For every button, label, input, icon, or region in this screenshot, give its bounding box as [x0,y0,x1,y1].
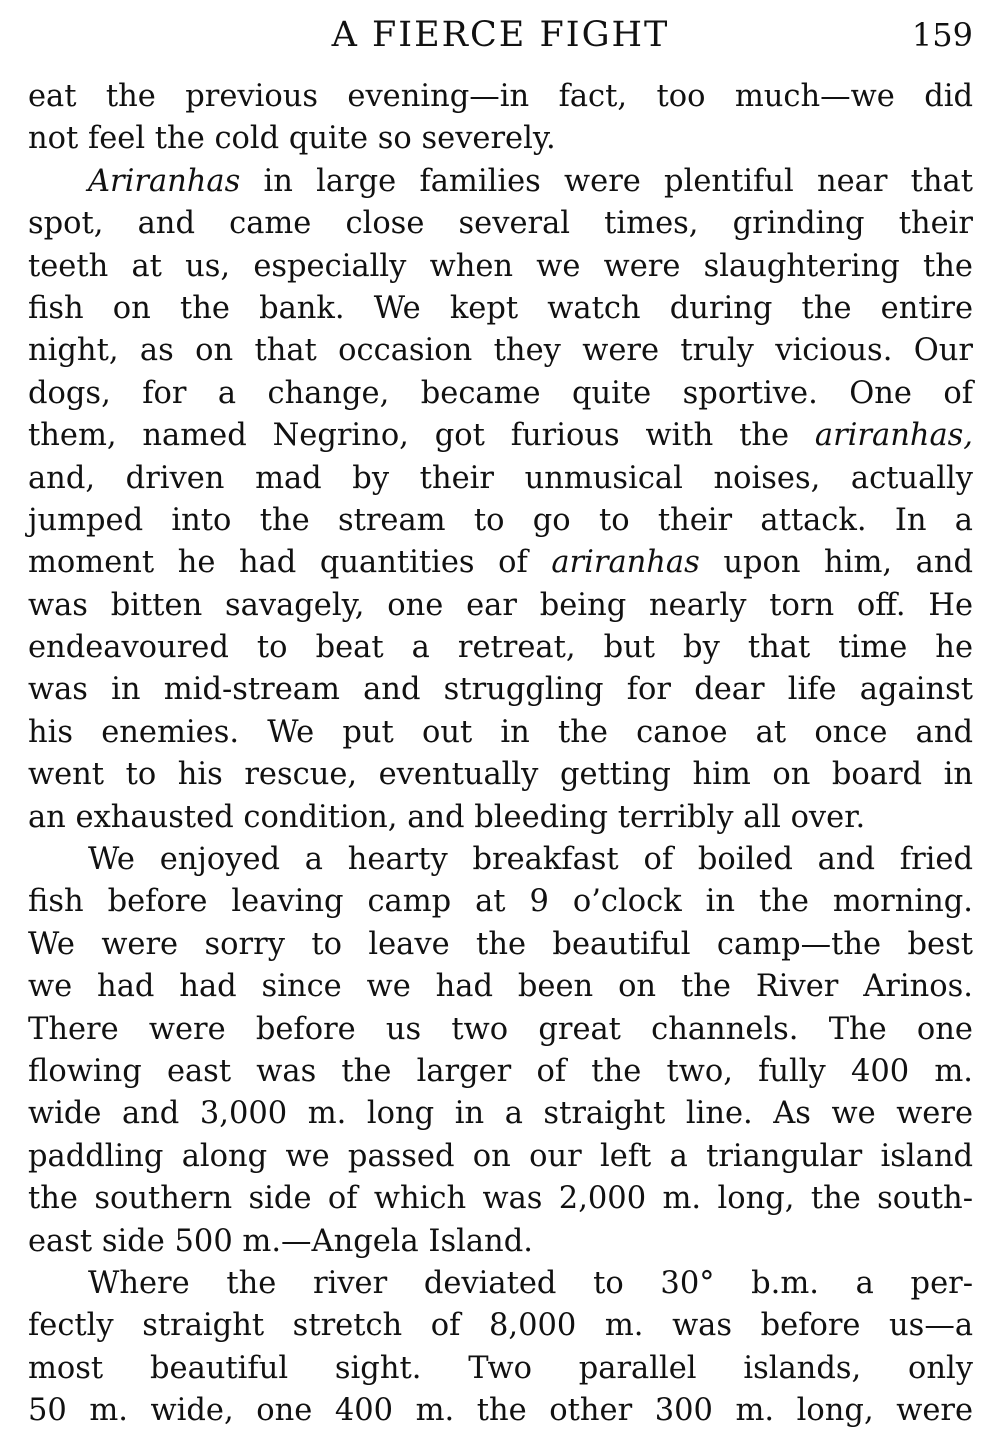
body-text [28,76,973,1433]
text-line: Where the river deviated to 30° b.m. a per- [88,1265,973,1301]
text-line: flowing east was the larger of the two, fully 400 m. [28,1053,973,1089]
text-line: teeth at us, especially when we were slaughtering the [28,248,973,284]
text-line: was in mid-stream and struggling for dear life against [28,672,973,708]
page-header [28,10,973,60]
text-line: an exhausted condition, and bleeding terribly all over. [28,799,866,835]
text-line: dogs, for a change, became quite sportive. One of [28,375,973,411]
text-fragment: in large families were plentiful near that [263,163,973,199]
text-line: paddling along we passed on our left a triangular island [28,1138,973,1174]
italic-term: ariranhas, [814,418,974,454]
text-line [28,542,973,584]
text-line: fish before leaving camp at 9 o’clock in the morning. [28,884,973,920]
running-head: A FIERCE FIGHT [331,15,670,55]
text-line: was bitten savagely, one ear being nearly torn off. He [28,587,973,623]
text-line: the southern side of which was 2,000 m. long, the south- [28,1181,973,1217]
text-line: east side 500 m.—Angela Island. [28,1223,533,1259]
text-line: jumped into the stream to go to their attack. In a [28,502,973,538]
text-line: spot, and came close several times, grinding their [28,206,973,242]
text-line: eat the previous evening—in fact, too much—we did [28,79,973,114]
text-fragment: moment he had quantities of [28,545,528,581]
text-line [28,415,973,457]
text-line: fectly straight stretch of 8,000 m. was before us—a [28,1308,973,1344]
italic-term: Ariranhas [88,163,241,199]
text-line: 50 m. wide, one 400 m. the other 300 m. long, were [28,1393,973,1429]
italic-term: ariranhas [551,545,700,581]
text-line: most beautiful sight. Two parallel islands, only [28,1350,973,1386]
text-line: not feel the cold quite so severely. [28,121,556,157]
text-line: fish on the bank. We kept watch during the entire [28,290,973,326]
page-number: 159 [911,16,973,54]
text-line: and, driven mad by their unmusical noises, actually [28,460,973,496]
text-line: There were before us two great channels. The one [28,1011,973,1047]
text-line: endeavoured to beat a retreat, but by that time he [28,630,973,666]
text-line: We enjoyed a hearty breakfast of boiled and fried [88,842,973,878]
text-line: wide and 3,000 m. long in a straight line. As we were [28,1096,973,1132]
text-line [28,161,973,203]
text-fragment: upon him, and [723,545,973,581]
text-line: his enemies. We put out in the canoe at once and [28,714,973,750]
text-line: night, as on that occasion they were truly vicious. Our [28,333,973,369]
text-fragment: them, named Negrino, got furious with the [28,418,790,454]
text-line: We were sorry to leave the beautiful camp—the best [28,926,973,962]
text-line: we had had since we had been on the River Arinos. [28,969,973,1005]
text-line: went to his rescue, eventually getting him on board in [28,757,973,793]
